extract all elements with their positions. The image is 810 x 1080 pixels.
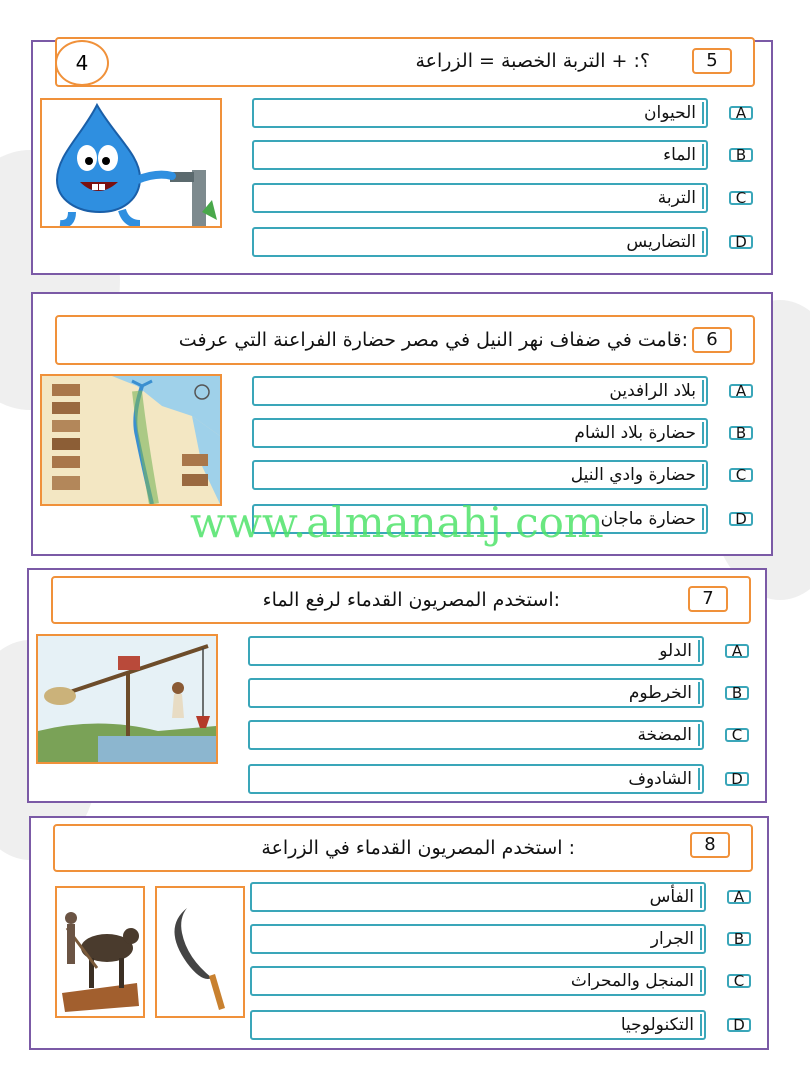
- option-text: التربة: [252, 187, 704, 209]
- question-6-option-b[interactable]: [252, 418, 708, 448]
- question-5-option-b[interactable]: [252, 140, 708, 170]
- question-5-option-c[interactable]: [252, 183, 708, 213]
- option-text: الفأس: [250, 886, 702, 908]
- option-text: الجرار: [250, 928, 702, 950]
- option-letter-b: B: [729, 426, 753, 440]
- option-letter-b: B: [727, 932, 751, 946]
- question-5-option-d[interactable]: [252, 227, 708, 257]
- option-text: الماء: [252, 144, 704, 166]
- option-letter-d: D: [729, 235, 753, 249]
- option-text: حضارة ماجان: [252, 508, 704, 530]
- question-5-number: 5: [692, 48, 732, 74]
- question-7-option-c[interactable]: [248, 720, 704, 750]
- option-letter-c: C: [729, 191, 753, 205]
- question-7-number: 7: [688, 586, 728, 612]
- option-text: حضارة وادي النيل: [252, 464, 704, 486]
- option-text: التكنولوجيا: [250, 1014, 702, 1036]
- option-text: بلاد الرافدين: [252, 380, 704, 402]
- option-text: التضاريس: [252, 231, 704, 253]
- option-letter-c: C: [729, 468, 753, 482]
- question-5-text: ؟: + التربة الخصبة = الزراعة: [415, 50, 650, 72]
- question-7-option-a[interactable]: [248, 636, 704, 666]
- question-5-header: [55, 37, 755, 87]
- egypt-map-icon: [40, 374, 222, 506]
- option-letter-c: C: [727, 974, 751, 988]
- question-6-option-a[interactable]: [252, 376, 708, 406]
- question-7-option-b[interactable]: [248, 678, 704, 708]
- question-6-number: 6: [692, 327, 732, 353]
- question-8-option-a[interactable]: [250, 882, 706, 912]
- option-text: الحيوان: [252, 102, 704, 124]
- option-letter-b: B: [725, 686, 749, 700]
- option-letter-a: A: [729, 384, 753, 398]
- option-letter-d: D: [725, 772, 749, 786]
- sickle-icon: [155, 886, 245, 1018]
- question-7-text: :استخدم المصريون القدماء لرفع الماء: [262, 589, 560, 611]
- question-8-option-c[interactable]: [250, 966, 706, 996]
- shaduf-icon: [36, 634, 218, 764]
- option-text: المضخة: [248, 724, 700, 746]
- option-letter-a: A: [727, 890, 751, 904]
- question-8-option-d[interactable]: [250, 1010, 706, 1040]
- option-letter-b: B: [729, 148, 753, 162]
- option-letter-a: A: [729, 106, 753, 120]
- page-number: 4: [55, 40, 109, 86]
- question-6-option-c[interactable]: [252, 460, 708, 490]
- option-text: الخرطوم: [248, 682, 700, 704]
- option-text: الشادوف: [248, 768, 700, 790]
- question-8-number: 8: [690, 832, 730, 858]
- option-letter-a: A: [725, 644, 749, 658]
- question-8-text: : استخدم المصريون القدماء في الزراعة: [261, 837, 575, 859]
- water-drop-tap-icon: [40, 98, 222, 228]
- question-6-text: :قامت في ضفاف نهر النيل في مصر حضارة الفراعنة التي عرفت: [178, 329, 688, 351]
- option-letter-d: D: [727, 1018, 751, 1032]
- question-7-option-d[interactable]: [248, 764, 704, 794]
- plough-icon: [55, 886, 145, 1018]
- option-letter-d: D: [729, 512, 753, 526]
- option-text: حضارة بلاد الشام: [252, 422, 704, 444]
- option-letter-c: C: [725, 728, 749, 742]
- question-8-option-b[interactable]: [250, 924, 706, 954]
- question-5-option-a[interactable]: [252, 98, 708, 128]
- option-text: الدلو: [248, 640, 700, 662]
- option-text: المنجل والمحراث: [250, 970, 702, 992]
- watermark: www.almanahj.com: [190, 498, 604, 547]
